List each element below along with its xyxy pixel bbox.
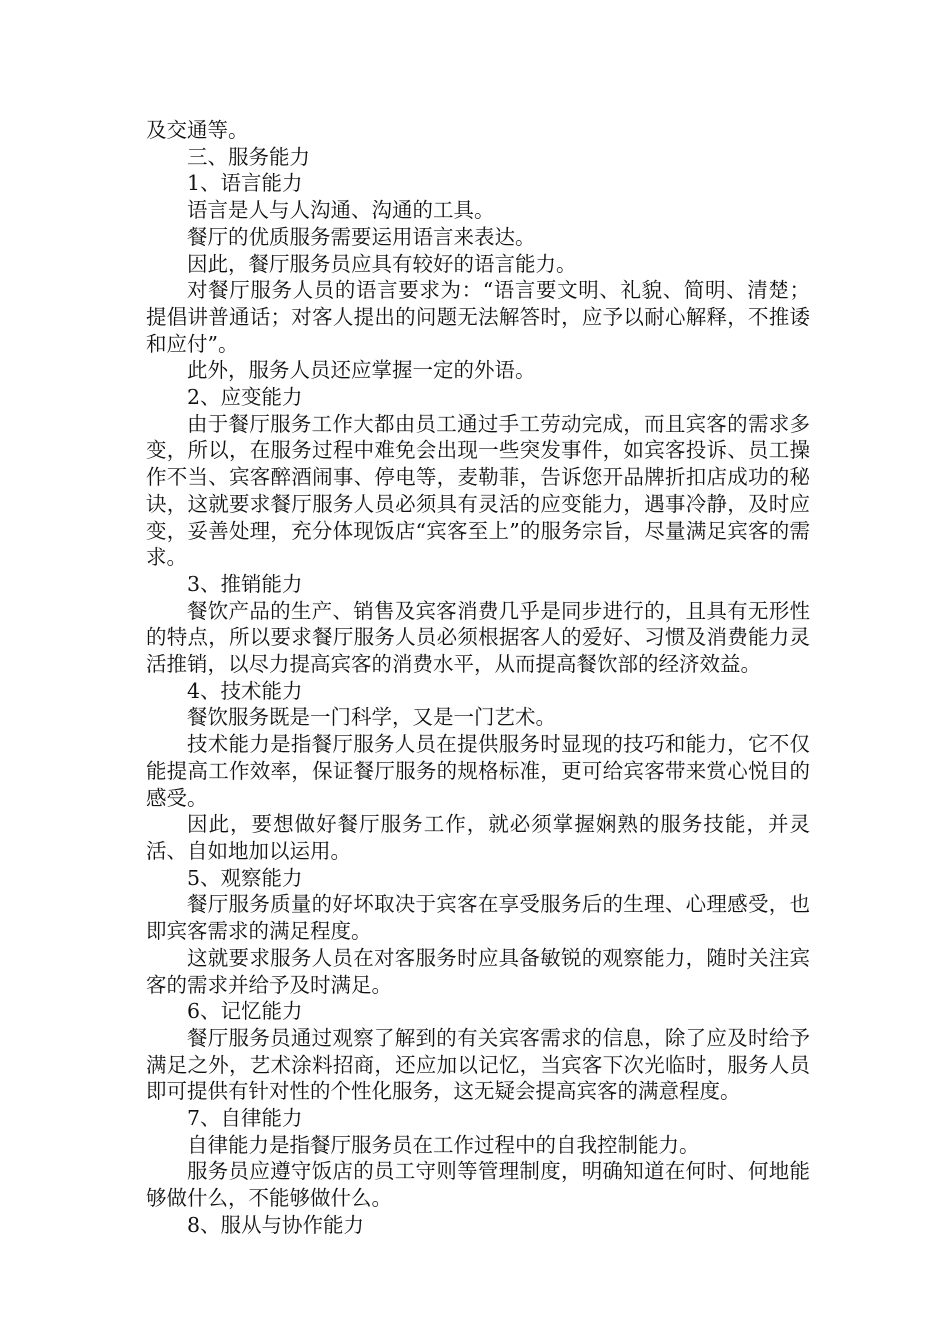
paragraph: 语言是人与人沟通、沟通的工具。: [187, 198, 495, 223]
paragraph: 餐厅服务员通过观察了解到的有关宾客需求的信息，除了应及时给予满足之外，艺术涂料招商，还应加以记忆，当宾客下次光临时，服务人员即可提供有针对性的个性化服务，这无疑会提高宾客的满意程度。: [146, 1025, 810, 1104]
subheading-language-ability: 1、语言能力: [187, 171, 303, 196]
paragraph: 此外，服务人员还应掌握一定的外语。: [187, 358, 536, 383]
subheading-self-discipline: 7、自律能力: [187, 1106, 303, 1131]
paragraph: 餐饮服务既是一门科学，又是一门艺术。: [187, 705, 556, 730]
paragraph: 对餐厅服务人员的语言要求为：“语言要文明、礼貌、简明、清楚；提倡讲普通话；对客人提出的问题无法解答时，应予以耐心解释，不推诿和应付”。: [146, 278, 810, 356]
paragraph: 由于餐厅服务工作大都由员工通过手工劳动完成，而且宾客的需求多变，所以，在服务过程中难免会出现一些突发事件，如宾客投诉、员工操作不当、宾客醉酒闹事、停电等，麦勒菲，告诉您开品牌折扣店成功的秘诀，这就要求餐厅服务人员必须具有灵活的应变能力，遇事冷静，及时应变，妥善处理，充分体现饭店“宾客至上”的服务宗旨，尽量满足宾客的需求。: [146, 411, 810, 570]
subheading-technical-ability: 4、技术能力: [187, 678, 303, 703]
section-heading-service-ability: 三、服务能力: [187, 144, 310, 169]
subheading-adaptability: 2、应变能力: [187, 385, 303, 410]
subheading-obedience-cooperation: 8、服从与协作能力: [187, 1212, 365, 1237]
subheading-memory-ability: 6、记忆能力: [187, 999, 303, 1024]
paragraph: 因此，要想做好餐厅服务工作，就必须掌握娴熟的服务技能，并灵活、自如地加以运用。: [146, 812, 810, 863]
paragraph-continuation: 及交通等。: [146, 118, 249, 142]
paragraph: 服务员应遵守饭店的员工守则等管理制度，明确知道在何时、何地能够做什么，不能够做什么。: [146, 1159, 810, 1211]
document-body: [146, 117, 810, 1239]
paragraph: 自律能力是指餐厅服务员在工作过程中的自我控制能力。: [187, 1132, 700, 1157]
subheading-sales-ability: 3、推销能力: [187, 571, 303, 596]
subheading-observation-ability: 5、观察能力: [187, 865, 303, 890]
paragraph: 餐饮产品的生产、销售及宾客消费几乎是同步进行的，且具有无形性的特点，所以要求餐厅服务人员必须根据客人的爱好、习惯及消费能力灵活推销，以尽力提高宾客的消费水平，从而提高餐饮部的经济效益。: [146, 598, 810, 677]
paragraph: 因此，餐厅服务员应具有较好的语言能力。: [187, 251, 577, 276]
paragraph: 技术能力是指餐厅服务人员在提供服务时显现的技巧和能力，它不仅能提高工作效率，保证餐厅服务的规格标准，更可给宾客带来赏心悦目的感受。: [146, 732, 810, 810]
paragraph: 这就要求服务人员在对客服务时应具备敏锐的观察能力，随时关注宾客的需求并给予及时满足。: [146, 945, 810, 997]
paragraph: 餐厅服务质量的好坏取决于宾客在享受服务后的生理、心理感受，也即宾客需求的满足程度。: [146, 892, 810, 944]
paragraph: 餐厅的优质服务需要运用语言来表达。: [187, 224, 536, 249]
